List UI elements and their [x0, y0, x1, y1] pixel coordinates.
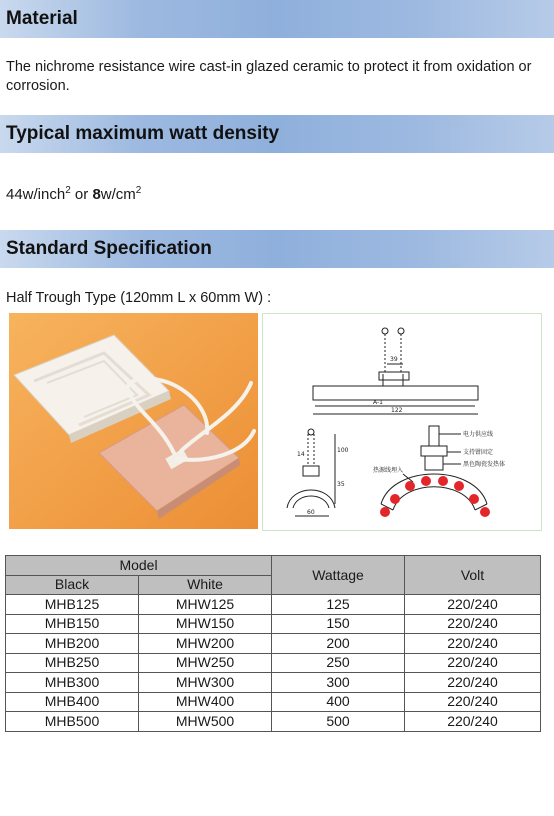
wattage-cell: 500 [272, 712, 405, 732]
watt-density-value [6, 181, 141, 204]
heating-coil-dots [380, 476, 490, 517]
volt-cell: 220/240 [405, 673, 541, 693]
dim-39: 39 [390, 356, 398, 363]
header-model: Model [6, 556, 272, 576]
wattage-cell: 200 [272, 634, 405, 654]
header-black: Black [6, 575, 139, 595]
label-bracket: 支持钳固定 [463, 449, 494, 456]
volt-cell: 220/240 [405, 653, 541, 673]
volt-cell: 220/240 [405, 692, 541, 712]
dim-a1: A-1 [373, 399, 383, 406]
watt-density-metric-number: 8 [92, 186, 101, 203]
or-text: or [70, 186, 93, 203]
dim-60: 60 [307, 509, 315, 516]
spec-subtitle: Half Trough Type (120mm L x 60mm W) : [6, 290, 272, 306]
wattage-cell: 150 [272, 614, 405, 634]
label-thermo-wire: 热源线埋入 [373, 467, 404, 474]
ceramic-heater-illustration [9, 313, 258, 529]
dim-122: 122 [391, 407, 403, 414]
model-white-cell: MHW400 [139, 692, 272, 712]
volt-cell: 220/240 [405, 634, 541, 654]
table-row [6, 673, 541, 693]
section-title: Standard Specification [6, 238, 212, 259]
model-white-cell: MHW150 [139, 614, 272, 634]
dim-14: 14 [297, 451, 305, 458]
label-ceramic-element: 黑色陶瓷发热体 [463, 461, 506, 468]
model-black-cell: MHB300 [6, 673, 139, 693]
watt-density-metric-unit: w/cm [100, 186, 136, 203]
wattage-cell: 300 [272, 673, 405, 693]
spec-table [5, 555, 541, 732]
section-header-material [0, 0, 554, 38]
model-white-cell: MHW125 [139, 595, 272, 615]
model-white-cell: MHW250 [139, 653, 272, 673]
model-white-cell: MHW500 [139, 712, 272, 732]
volt-cell: 220/240 [405, 614, 541, 634]
wattage-cell: 250 [272, 653, 405, 673]
table-row [6, 653, 541, 673]
section-header-standard-spec [0, 230, 554, 268]
dim-35: 35 [337, 481, 345, 488]
wattage-cell: 125 [272, 595, 405, 615]
superscript: 2 [65, 185, 71, 196]
model-black-cell: MHB400 [6, 692, 139, 712]
volt-cell: 220/240 [405, 595, 541, 615]
wattage-cell: 400 [272, 692, 405, 712]
model-white-cell: MHW300 [139, 673, 272, 693]
dimension-drawing [263, 314, 541, 530]
model-black-cell: MHB250 [6, 653, 139, 673]
model-black-cell: MHB125 [6, 595, 139, 615]
table-row [6, 634, 541, 654]
table-row [6, 692, 541, 712]
technical-drawing [262, 313, 542, 531]
label-power-supply: 电力供应线 [463, 431, 494, 438]
product-photo [9, 313, 258, 529]
header-white: White [139, 575, 272, 595]
material-description: The nichrome resistance wire cast-in glazed ceramic to protect it from oxidation or corrosion. [6, 59, 532, 94]
section-title: Typical maximum watt density [6, 123, 280, 144]
header-wattage: Wattage [272, 556, 405, 595]
model-black-cell: MHB500 [6, 712, 139, 732]
model-black-cell: MHB200 [6, 634, 139, 654]
dim-100: 100 [337, 447, 349, 454]
superscript: 2 [135, 185, 142, 196]
section-header-watt-density [0, 115, 554, 153]
volt-cell: 220/240 [405, 712, 541, 732]
table-row [6, 712, 541, 732]
table-row [6, 595, 541, 615]
table-header-row [6, 556, 541, 576]
header-volt: Volt [405, 556, 541, 595]
table-row [6, 614, 541, 634]
watt-density-imperial: 44w/inch [6, 186, 66, 203]
model-white-cell: MHW200 [139, 634, 272, 654]
section-title: Material [6, 8, 78, 29]
model-black-cell: MHB150 [6, 614, 139, 634]
